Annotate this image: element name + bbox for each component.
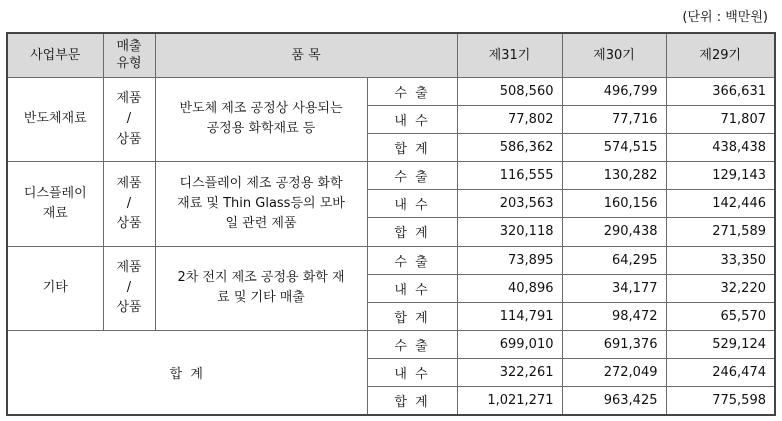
value-cell-31: 320,118 xyxy=(457,218,562,246)
sales-type-line: 상품 xyxy=(116,131,142,147)
table-body xyxy=(7,77,775,415)
header-segment: 사업부문 xyxy=(7,33,103,77)
value-cell-29: 775,598 xyxy=(666,387,775,415)
row-label: 내 수 xyxy=(367,274,457,302)
value-cell-31: 322,261 xyxy=(457,359,562,387)
value-cell-31: 203,563 xyxy=(457,190,562,218)
value-cell-29: 142,446 xyxy=(666,190,775,218)
row-label: 합 계 xyxy=(367,302,457,330)
table-row xyxy=(7,162,775,190)
item-description-line: 재료 및 Thin Glass등의 모바 xyxy=(177,195,345,211)
segment-name-line: 디스플레이 xyxy=(23,185,87,201)
value-cell-30: 963,425 xyxy=(562,387,666,415)
total-row xyxy=(7,330,775,358)
row-label: 내 수 xyxy=(367,190,457,218)
header-period-31: 제31기 xyxy=(457,33,562,77)
table-row xyxy=(7,77,775,105)
item-description-line: 일 관련 제품 xyxy=(225,215,297,231)
value-cell-31: 116,555 xyxy=(457,162,562,190)
segment-name-line: 기타 xyxy=(42,280,68,296)
sales-type-line: 상품 xyxy=(116,215,142,231)
segment-name-line: 반도체재료 xyxy=(23,111,87,127)
segment-name xyxy=(7,77,103,161)
item-description xyxy=(155,77,367,161)
value-cell-29: 438,438 xyxy=(666,134,775,162)
value-cell-29: 65,570 xyxy=(666,302,775,330)
header-sales-type xyxy=(103,33,155,77)
value-cell-30: 272,049 xyxy=(562,359,666,387)
item-description-line: 2차 전지 제조 공정용 화학 재 xyxy=(177,270,345,286)
header-period-29: 제29기 xyxy=(666,33,775,77)
value-cell-29: 246,474 xyxy=(666,359,775,387)
value-cell-31: 699,010 xyxy=(457,330,562,358)
value-cell-30: 574,515 xyxy=(562,134,666,162)
unit-note: (단위 : 백만원) xyxy=(682,10,768,25)
value-cell-29: 529,124 xyxy=(666,330,775,358)
value-cell-30: 34,177 xyxy=(562,274,666,302)
value-cell-30: 130,282 xyxy=(562,162,666,190)
value-cell-31: 586,362 xyxy=(457,134,562,162)
value-cell-30: 290,438 xyxy=(562,218,666,246)
sales-type xyxy=(103,77,155,161)
sales-type-line: / xyxy=(126,195,132,211)
sales-type-line: 제품 xyxy=(116,91,142,107)
value-cell-31: 77,802 xyxy=(457,105,562,133)
row-label: 수 출 xyxy=(367,77,457,105)
value-cell-29: 33,350 xyxy=(666,246,775,274)
row-label: 합 계 xyxy=(367,387,457,415)
header-sales-type-line: 매출 xyxy=(116,38,142,54)
header-period-30: 제30기 xyxy=(562,33,666,77)
value-cell-31: 1,021,271 xyxy=(457,387,562,415)
value-cell-30: 77,716 xyxy=(562,105,666,133)
sales-type-line: 상품 xyxy=(116,300,142,316)
segment-name xyxy=(7,246,103,330)
value-cell-30: 98,472 xyxy=(562,302,666,330)
row-label: 내 수 xyxy=(367,359,457,387)
header-row xyxy=(7,33,775,77)
segment-name xyxy=(7,162,103,246)
sales-type-line: / xyxy=(126,280,132,296)
value-cell-29: 129,143 xyxy=(666,162,775,190)
header-sales-type-line: 유형 xyxy=(116,56,142,72)
row-label: 수 출 xyxy=(367,246,457,274)
item-description-line: 공정용 화학재료 등 xyxy=(206,121,316,137)
item-description-line: 료 및 기타 매출 xyxy=(217,290,305,306)
sales-type xyxy=(103,246,155,330)
row-label: 합 계 xyxy=(367,218,457,246)
value-cell-30: 496,799 xyxy=(562,77,666,105)
row-label: 내 수 xyxy=(367,105,457,133)
item-description-line: 디스플레이 제조 공정용 화학 xyxy=(179,175,343,191)
item-description xyxy=(155,246,367,330)
sales-type-line: 제품 xyxy=(116,260,142,276)
value-cell-30: 64,295 xyxy=(562,246,666,274)
value-cell-30: 160,156 xyxy=(562,190,666,218)
value-cell-31: 40,896 xyxy=(457,274,562,302)
value-cell-29: 32,220 xyxy=(666,274,775,302)
value-cell-29: 366,631 xyxy=(666,77,775,105)
item-description-line: 반도체 제조 공정상 사용되는 xyxy=(179,101,343,117)
value-cell-31: 73,895 xyxy=(457,246,562,274)
value-cell-29: 271,589 xyxy=(666,218,775,246)
sales-type-line: / xyxy=(126,111,132,127)
table-row xyxy=(7,246,775,274)
sales-type xyxy=(103,162,155,246)
value-cell-31: 114,791 xyxy=(457,302,562,330)
value-cell-30: 691,376 xyxy=(562,330,666,358)
segment-name-line: 재료 xyxy=(42,205,68,221)
row-label: 수 출 xyxy=(367,162,457,190)
value-cell-29: 71,807 xyxy=(666,105,775,133)
grand-total-label: 합 계 xyxy=(7,330,367,415)
value-cell-31: 508,560 xyxy=(457,77,562,105)
sales-table xyxy=(6,32,776,416)
header-items: 품 목 xyxy=(155,33,457,77)
sales-type-line: 제품 xyxy=(116,175,142,191)
item-description xyxy=(155,162,367,246)
row-label: 수 출 xyxy=(367,330,457,358)
row-label: 합 계 xyxy=(367,134,457,162)
